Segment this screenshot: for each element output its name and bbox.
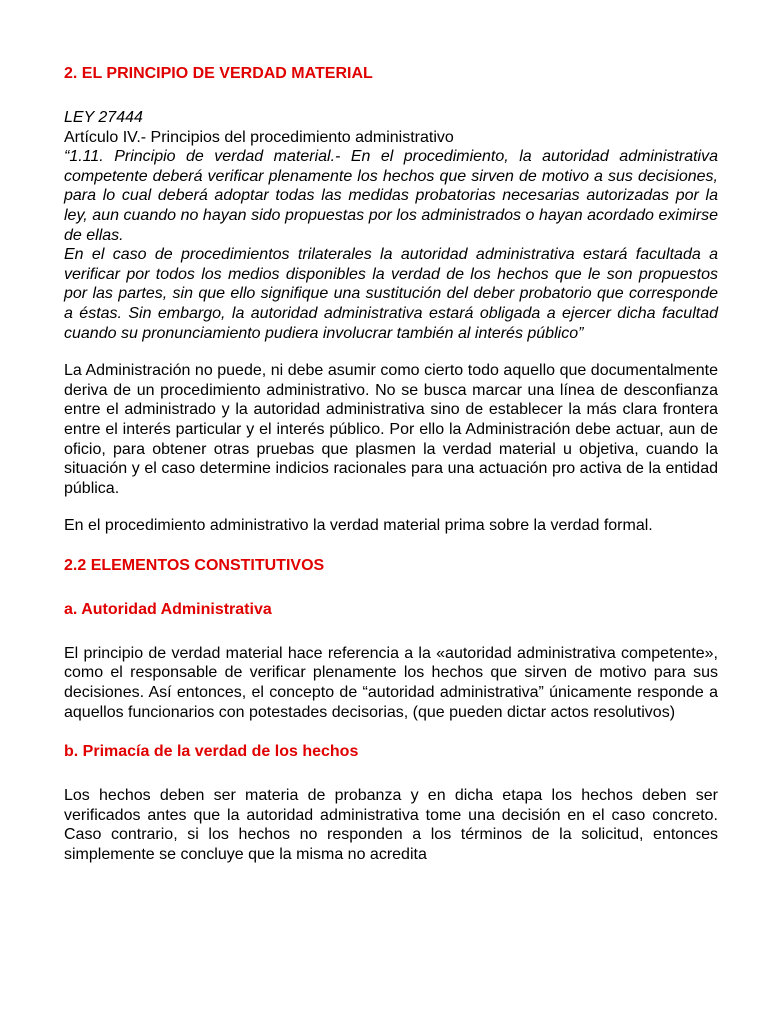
paragraph-administration: La Administración no puede, ni debe asumir como cierto todo aquello que documentalmente deriva de un procedimiento administrativo. No se busca marcar una línea de desconfianza entre el administrado y la autoridad administrativa sino de establecer la más clara frontera entre el interés particular y el interés público. Por ello la Administración debe actuar, aun de oficio, para obtener otras pruebas que plasmen la verdad material u objetiva, cuando la situación y el caso determine indicios racionales para una actuación pro activa de la entidad pública. — [64, 362, 718, 497]
subsection-a-title: a. Autoridad Administrativa — [64, 600, 272, 618]
law-quote — [64, 147, 718, 343]
quote-paragraph-2: En el caso de procedimientos trilaterales la autoridad administrativa estará facultada a verificar por todos los medios disponibles la verdad de los hechos que le son propuestos por las partes, sin que ello signifique una sustitución del deber probatorio que corresponde a éstas. Sin embargo, la autoridad administrativa estará obligada a ejercer dicha facultad cuando su pronunciamiento pudiera involucrar también al interés público” — [64, 246, 718, 342]
law-name: LEY 27444 — [64, 109, 143, 126]
subsection-b-title: b. Primacía de la verdad de los hechos — [64, 743, 359, 761]
article-title: Artículo IV.- Principios del procedimiento administrativo — [64, 128, 454, 146]
document-page — [64, 64, 718, 865]
section-title: 2. EL PRINCIPIO DE VERDAD MATERIAL — [64, 65, 373, 82]
section-2-2-title: 2.2 ELEMENTOS CONSTITUTIVOS — [64, 556, 325, 574]
paragraph-b: Los hechos deben ser materia de probanza y en dicha etapa los hechos deben ser verificados antes que la autoridad administrativa tome una decisión en el caso concreto. Caso contrario, si los hechos no responden a los términos de la solicitud, entonces simplemente se concluye que la misma no acredita — [64, 787, 718, 864]
paragraph-formal-truth: En el procedimiento administrativo la verdad material prima sobre la verdad formal. — [64, 517, 653, 535]
paragraph-a: El principio de verdad material hace referencia a la «autoridad administrativa competente», como el responsable de verificar plenamente los hechos que sirven de motivo para sus decisiones. Así entonces, el concepto de “autoridad administrativa” únicamente responde a aquellos funcionarios con potestades decisorias, (que pueden dictar actos resolutivos) — [64, 644, 718, 721]
quote-paragraph-1: “1.11. Principio de verdad material.- En el procedimiento, la autoridad administrativa competente deberá verificar plenamente los hechos que sirven de motivo a sus decisiones, para lo cual deberá adoptar todas las medidas probatorias necesarias autorizadas por la ley, aun cuando no hayan sido propuestas por los administrados o hayan acordado eximirse de ellas. — [64, 148, 718, 244]
